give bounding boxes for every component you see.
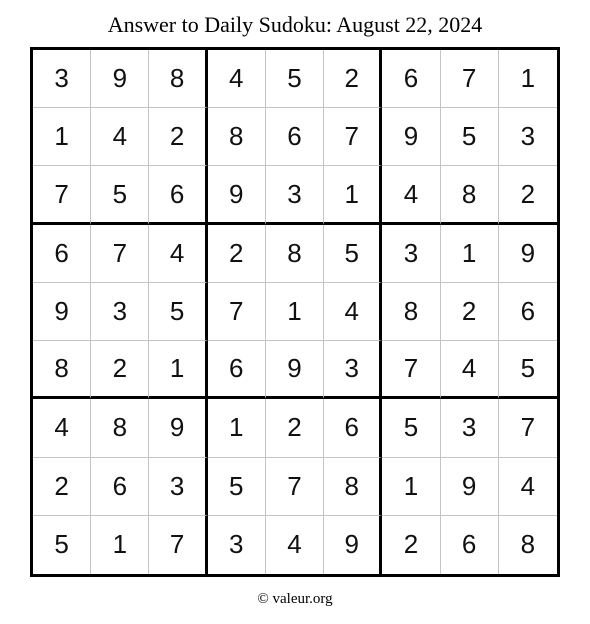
grid-cell: 4 xyxy=(208,50,266,108)
grid-cell: 6 xyxy=(149,166,207,224)
grid-cell: 7 xyxy=(382,341,440,399)
grid-cell: 8 xyxy=(149,50,207,108)
grid-cell: 3 xyxy=(441,399,499,457)
grid-cell: 1 xyxy=(324,166,382,224)
grid-cell: 2 xyxy=(91,341,149,399)
grid-cell: 7 xyxy=(441,50,499,108)
grid-cell: 9 xyxy=(382,108,440,166)
grid-cell: 7 xyxy=(33,166,91,224)
grid-cell: 9 xyxy=(91,50,149,108)
grid-cell: 6 xyxy=(441,516,499,574)
grid-cell: 1 xyxy=(441,225,499,283)
grid-cell: 1 xyxy=(499,50,557,108)
grid-cell: 5 xyxy=(441,108,499,166)
grid-cell: 5 xyxy=(91,166,149,224)
grid-cell: 5 xyxy=(266,50,324,108)
grid-cell: 8 xyxy=(324,458,382,516)
grid-cell: 3 xyxy=(499,108,557,166)
grid-cell: 8 xyxy=(520,529,536,560)
grid-cell: 1 xyxy=(382,458,440,516)
grid-cell: 2 xyxy=(149,108,207,166)
grid-cell: 3 xyxy=(33,50,91,108)
grid-cell: 6 xyxy=(266,108,324,166)
grid-cell: 1 xyxy=(208,399,266,457)
grid-cell: 6 xyxy=(208,341,266,399)
grid-cell: 4 xyxy=(324,283,382,341)
grid-cell: 9 xyxy=(208,166,266,224)
grid-cell: 2 xyxy=(441,283,499,341)
grid-cell: 7 xyxy=(324,108,382,166)
grid-cell: 8 xyxy=(266,225,324,283)
grid-cell: 4 xyxy=(382,166,440,224)
grid-cell: 3 xyxy=(208,516,266,574)
grid-cell: 4 xyxy=(266,516,324,574)
grid-cell: 2 xyxy=(382,516,440,574)
grid-cell: 1 xyxy=(91,516,149,574)
grid-cell: 4 xyxy=(149,225,207,283)
grid-cell: 5 xyxy=(149,283,207,341)
grid-cell: 3 xyxy=(324,341,382,399)
grid-cell: 2 xyxy=(208,225,266,283)
grid-cell: 9 xyxy=(499,225,557,283)
grid-cell: 2 xyxy=(33,458,91,516)
grid-cell: 5 xyxy=(324,225,382,283)
grid-cell: 5 xyxy=(33,516,91,574)
grid-cell: 2 xyxy=(324,50,382,108)
grid-cell: 5 xyxy=(382,399,440,457)
grid-cell: 1 xyxy=(149,341,207,399)
grid-cell: 4 xyxy=(33,399,91,457)
grid-cell: 4 xyxy=(441,341,499,399)
grid-cell: 7 xyxy=(266,458,324,516)
grid-cell: 5 xyxy=(208,458,266,516)
grid-cell: 4 xyxy=(91,108,149,166)
grid-cell: 9 xyxy=(441,458,499,516)
grid-cell: 2 xyxy=(266,399,324,457)
grid-cell: 5 xyxy=(499,341,557,399)
puzzle-title: Answer to Daily Sudoku: August 22, 2024 xyxy=(107,12,483,37)
grid-cell: 6 xyxy=(324,399,382,457)
grid-cell: 7 xyxy=(499,399,557,457)
grid-cell: 1 xyxy=(33,108,91,166)
grid-cell: 8 xyxy=(33,341,91,399)
grid-cell: 6 xyxy=(33,225,91,283)
grid-cell: 9 xyxy=(149,399,207,457)
grid-cell: 1 xyxy=(266,283,324,341)
grid-cell: 6 xyxy=(499,283,557,341)
grid-cell: 9 xyxy=(33,283,91,341)
grid-cell: 8 xyxy=(441,166,499,224)
copyright-footer: © valeur.org xyxy=(257,591,333,607)
grid-cell: 3 xyxy=(149,458,207,516)
grid-cell: 8 xyxy=(208,108,266,166)
grid-cell: 9 xyxy=(324,516,382,574)
grid-cell: 7 xyxy=(149,516,207,574)
grid-cell: 4 xyxy=(499,458,557,516)
grid-cell: 3 xyxy=(266,166,324,224)
grid-cell: 8 xyxy=(91,399,149,457)
grid-cell: 8 xyxy=(382,283,440,341)
grid-cell: 9 xyxy=(266,341,324,399)
grid-cell: 3 xyxy=(382,225,440,283)
grid-cell: 2 xyxy=(499,166,557,224)
grid-cell: 7 xyxy=(91,225,149,283)
grid-cell: 7 xyxy=(208,283,266,341)
sudoku-grid xyxy=(30,47,560,577)
grid-cell: 3 xyxy=(91,283,149,341)
grid-cell: 6 xyxy=(91,458,149,516)
grid-cell: 6 xyxy=(382,50,440,108)
